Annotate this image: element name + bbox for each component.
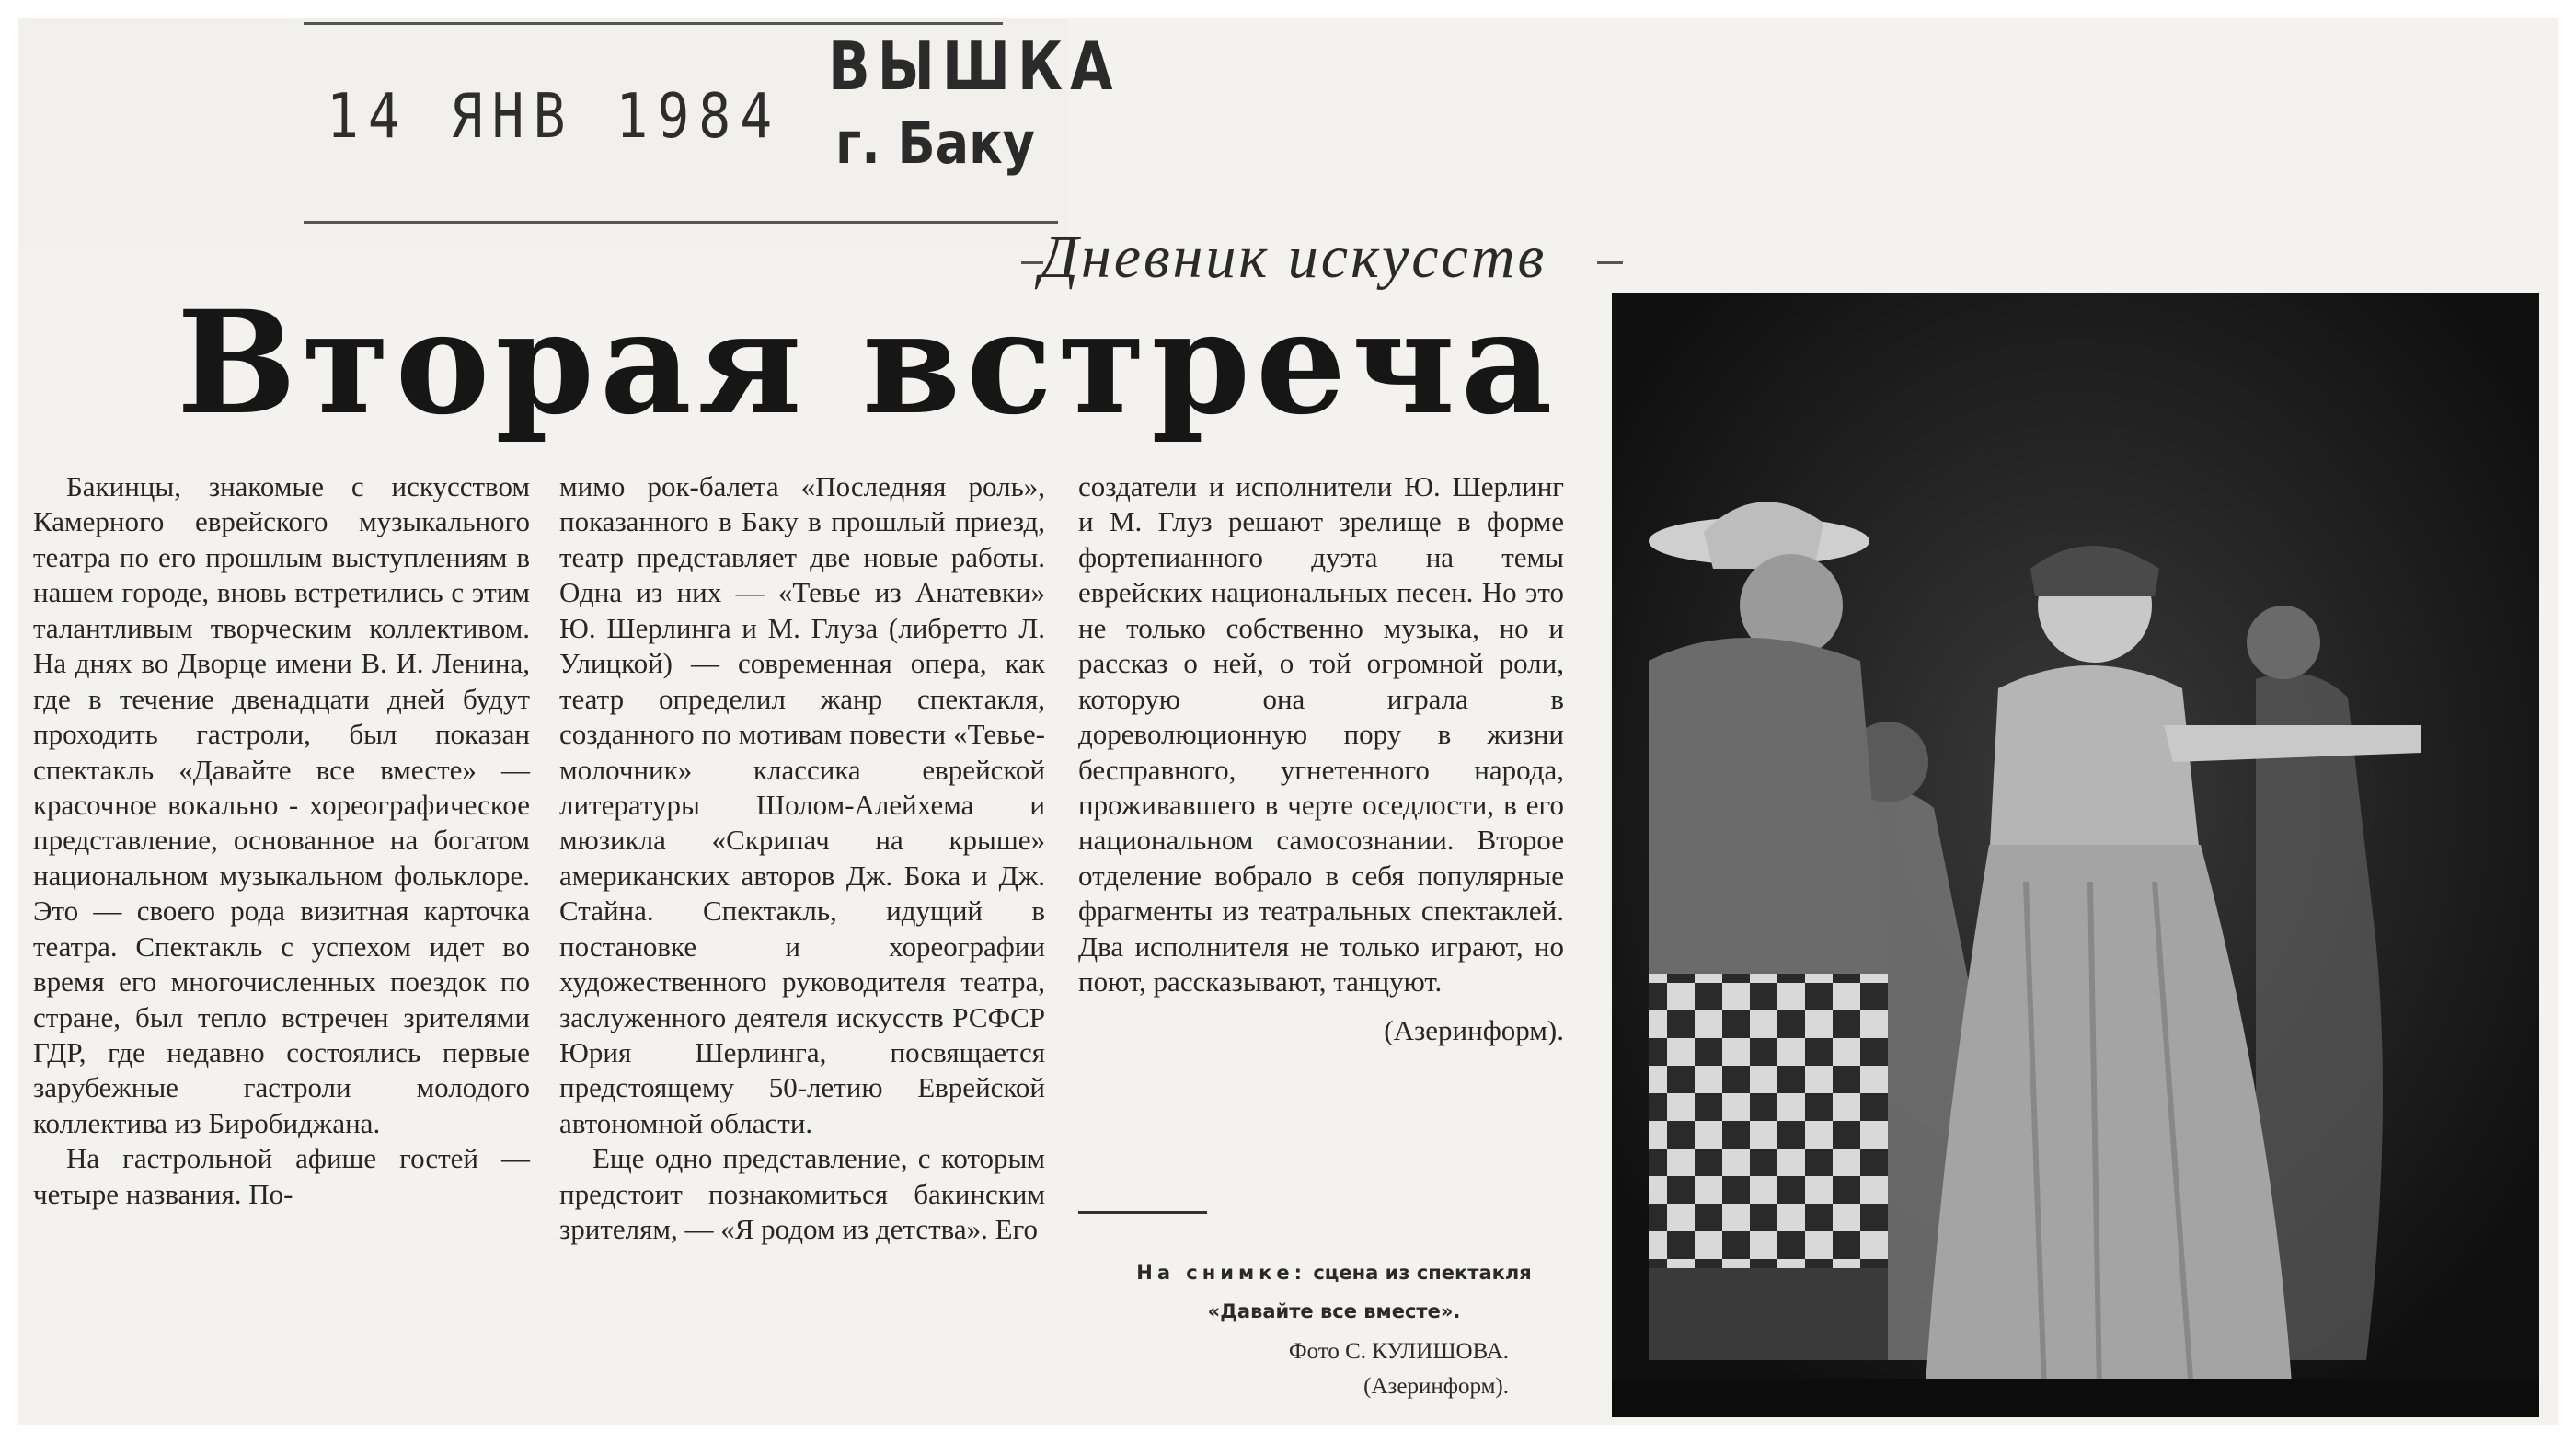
masthead-rule [304,221,1058,224]
photo-caption [1086,1253,1582,1331]
caption-text: сцена из спектакля «Давайте все вместе». [1207,1262,1532,1322]
caption-divider [1078,1211,1207,1214]
rubric: Дневник искусств [1040,224,1547,291]
article-column-1 [33,469,530,1212]
caption-lead: На снимке: [1136,1262,1307,1284]
date-stamp: 14 ЯНВ 1984 [327,79,782,153]
paragraph: На гастрольной афише гостей — четыре названия. По- [33,1142,530,1210]
paragraph: Бакинцы, знакомые с искусством Камерного еврейского музыкального театра по его прошлым выступлениям в нашем городе, вновь встретились с этим талантливым творческим коллективом. На днях во Дворце имени В. И. Ленина, где в течение двенадцати дней будут проходить гастроли, был показан спектакль «Давайте все вместе» — красочное вокально - хореографическое представление, основанное на богатом национальном музыкальном фольклоре. Это — своего рода визитная карточка театра. Спектакль с успехом идет во время его многочисленных поездок по стране, был тепло встречен зрителями ГДР, где недавно состоялись первые зарубежные гастроли молодого коллектива из Биробиджана. [33,470,530,1139]
photo-credit: Фото С. КУЛИШОВА. [1288,1339,1509,1364]
article-column-2 [559,469,1045,1248]
article-source: (Азеринформ). [1384,1013,1564,1046]
photo-credit-block [1113,1334,1509,1403]
stage-photo [1612,293,2539,1417]
rubric-rule-right [1597,261,1623,264]
top-rule [304,22,1003,25]
headline: Вторая встреча [177,280,1558,446]
photo-source: (Азеринформ). [1363,1373,1509,1399]
article-column-3 [1078,469,1564,1048]
newspaper-city: г. Баку [835,110,1035,177]
paragraph: Еще одно представление, с которым предстоит познакомиться бакинским зрителям, — «Я родом из детства». Его [559,1142,1045,1246]
paragraph: мимо рок-балета «Последняя роль», показанного в Баку в прошлый приезд, театр представляет две новые работы. Одна из них — «Тевье из Анатевки» Ю. Шерлинга и М. Глуза (либретто Л. Улицкой) — современная опера, как театр определил жанр спектакля, созданного по мотивам повести «Тевье-молочник» классика еврейской литературы Шолом-Алейхема и мюзикла «Скрипач на крыше» американских авторов Дж. Бока и Дж. Стайна. Спектакль, идущий в постановке и хореографии художественного руководителя театра, заслуженного деятеля искусств РСФСР Юрия Шерлинга, посвящается предстоящему 50-летию Еврейской автономной области. [559,470,1045,1139]
newspaper-name: ВЫШКА [828,29,1121,106]
paragraph: создатели и исполнители Ю. Шерлинг и М. Глуз решают зрелище в форме фортепианного дуэта на темы еврейских национальных песен. Но это не только собственно музыка, но и рассказ о ней, о той огромной роли, которую она играла в дореволюционную пору в жизни бесправного, угнетенного народа, проживавшего в черте оседлости, в его национальном самосознании. Второе отделение вобрало в себя популярные фрагменты из театральных спектаклей. Два исполнителя не только играют, но поют, рассказывают, танцуют. [1078,470,1564,999]
stage-scene-image [1612,293,2539,1417]
